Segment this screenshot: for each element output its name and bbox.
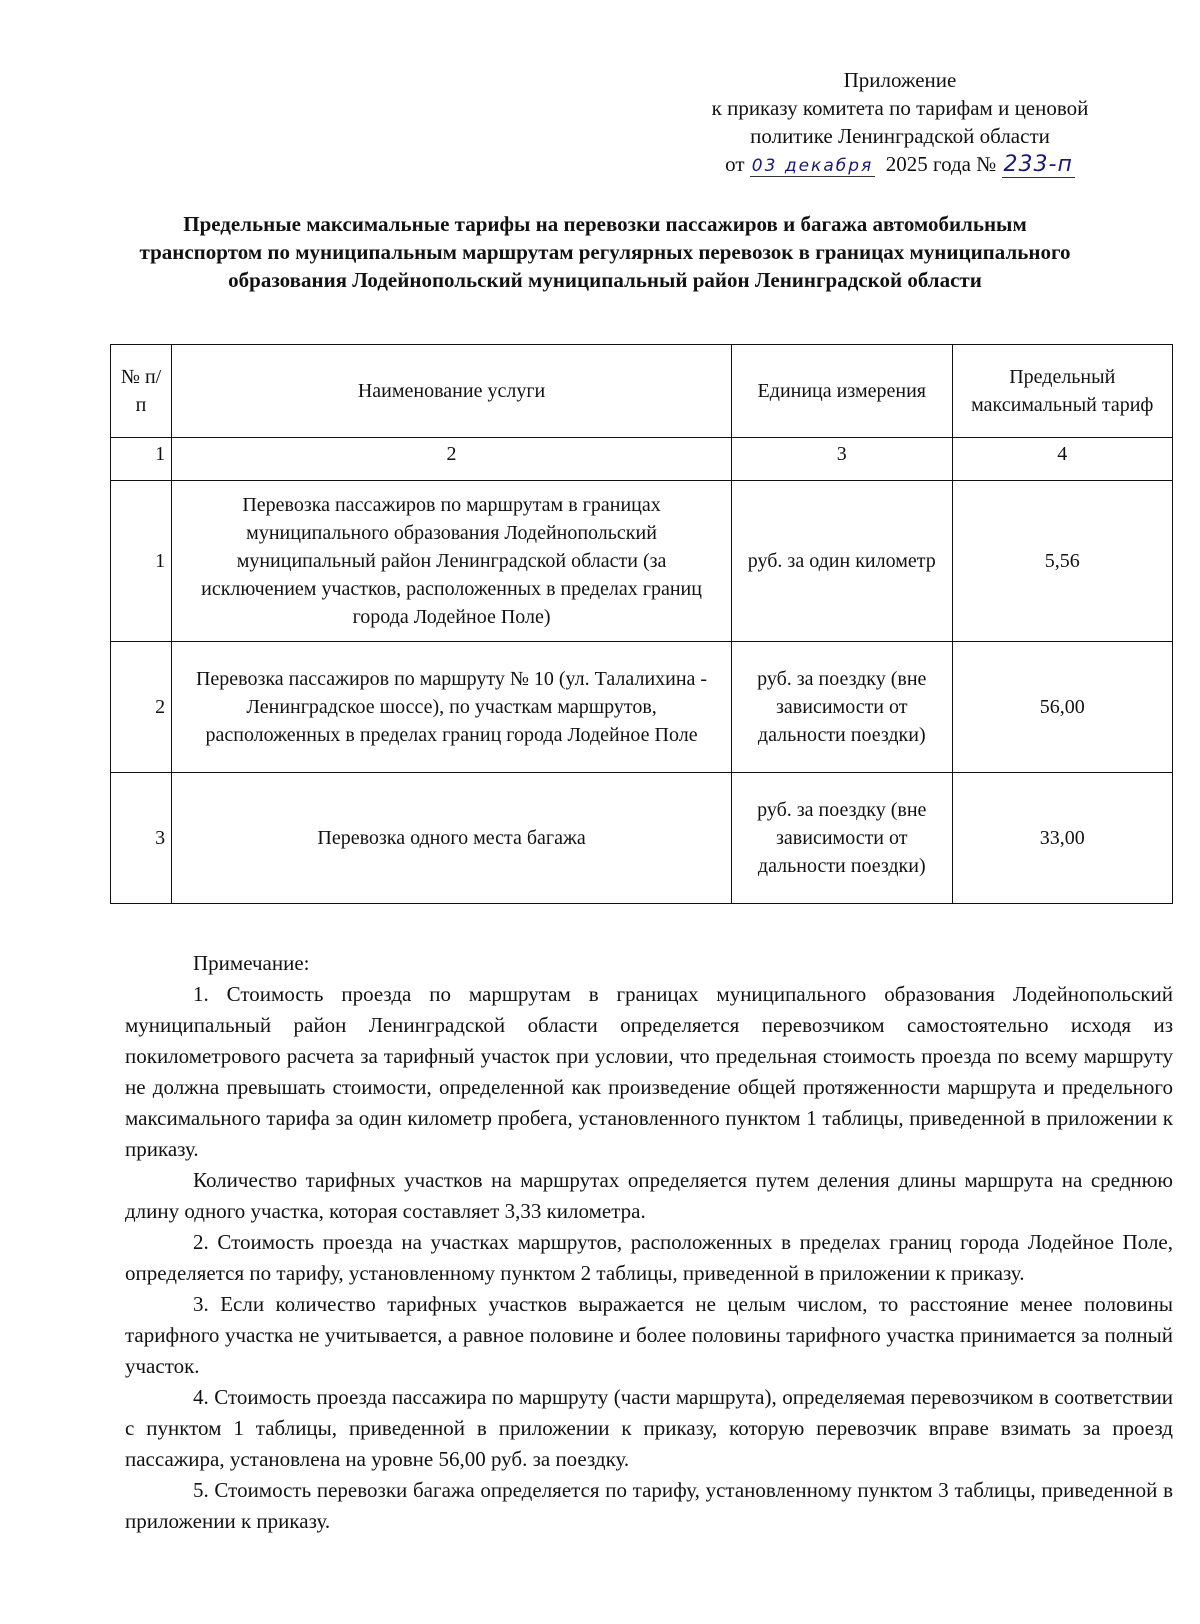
header-unit: Единица измерения <box>732 345 952 438</box>
column-number-row <box>111 438 1173 481</box>
notes-heading: Примечание: <box>193 951 310 975</box>
row-unit: руб. за поездку (вне зависимости от дальности поездки) <box>732 642 952 773</box>
note-item-3: 3. Если количество тарифных участков выражается не целым числом, то расстояние менее половины тарифного участка не учитывается, а равное половине и более половины тарифного участка принимается за полный участок. <box>125 1292 1173 1378</box>
row-service: Перевозка пассажиров по маршрутам в границах муниципального образования Лодейнопольский муниципальный район Ленинградской области (за исключением участков, расположенных в пределах границ города Лодейное Поле) <box>172 481 732 642</box>
note-item-2: 2. Стоимость проезда на участках маршрутов, расположенных в пределах границ города Лодейное Поле, определяется по тарифу, установленному пунктом 2 таблицы, приведенной в приложении к приказу. <box>125 1230 1173 1285</box>
table-row <box>111 773 1173 904</box>
row-service: Перевозка пассажиров по маршруту № 10 (ул. Талалихина - Ленинградское шоссе), по участкам маршрутов, расположенных в пределах границ города Лодейное Поле <box>172 642 732 773</box>
annex-line-2: к приказу комитета по тарифам и ценовой <box>711 96 1089 120</box>
row-service: Перевозка одного места багажа <box>172 773 732 904</box>
header-service: Наименование услуги <box>172 345 732 438</box>
row-number: 1 <box>111 481 172 642</box>
col-number-3: 3 <box>732 438 952 481</box>
note-item-4: 4. Стоимость проезда пассажира по маршруту (части маршрута), определяемая перевозчиком в соответствии с пунктом 1 таблицы, приведенной в приложении к приказу, которую перевозчик вправе взимать за проезд пассажира, установлена на уровне 56,00 руб. за поездку. <box>125 1385 1173 1471</box>
row-number: 3 <box>111 773 172 904</box>
row-tariff: 56,00 <box>952 642 1173 773</box>
document-title: Предельные максимальные тарифы на перевозки пассажиров и багажа автомобильным транспортом по муниципальным маршрутам регулярных перевозок в границах муниципального образования Лодейнопольский муниципальный район Ленинградской области <box>139 212 1071 292</box>
col-number-2: 2 <box>172 438 732 481</box>
row-unit: руб. за один километр <box>732 481 952 642</box>
handwritten-day: 03 декабря <box>751 156 874 176</box>
tariff-table <box>110 344 1173 904</box>
note-item-5: 5. Стоимость перевозки багажа определяется по тарифу, установленному пунктом 3 таблицы, приведенной в приложении к приказу. <box>125 1478 1173 1533</box>
row-unit: руб. за поездку (вне зависимости от дальности поездки) <box>732 773 952 904</box>
note-item-1: 1. Стоимость проезда по маршрутам в границах муниципального образования Лодейнопольский муниципальный район Ленинградской области определяется перевозчиком самостоятельно исходя из покилометрового расчета за тарифный участок при условии, что предельная стоимость проезда по всему маршруту не должна превышать стоимости, определенной как произведение общей протяженности маршрута и предельного максимального тарифа за один километр пробега, установленного пунктом 1 таблицы, приведенной в приложении к приказу. <box>125 982 1173 1161</box>
notes-section <box>125 948 1173 1537</box>
annex-line-3: политике Ленинградской области <box>750 124 1050 148</box>
annex-date-line <box>600 150 1200 180</box>
header-number: № п/п <box>111 345 172 438</box>
row-tariff: 33,00 <box>952 773 1173 904</box>
row-tariff: 5,56 <box>952 481 1173 642</box>
header-tariff: Предельный максимальный тариф <box>952 345 1173 438</box>
note-item-1-continued: Количество тарифных участков на маршрутах определяется путем деления длины маршрута на среднюю длину одного участка, которая составляет 3,33 километра. <box>125 1168 1173 1223</box>
handwritten-number: 233-п <box>1003 152 1073 177</box>
col-number-4: 4 <box>952 438 1173 481</box>
table-header-row <box>111 345 1173 438</box>
col-number-1: 1 <box>111 438 172 481</box>
annex-line-1: Приложение <box>843 68 957 92</box>
annex-year-text: 2025 года № <box>885 152 997 176</box>
table-row <box>111 481 1173 642</box>
table-row <box>111 642 1173 773</box>
row-number: 2 <box>111 642 172 773</box>
annex-from-prefix: от <box>725 152 745 176</box>
annex-header <box>600 66 1200 180</box>
